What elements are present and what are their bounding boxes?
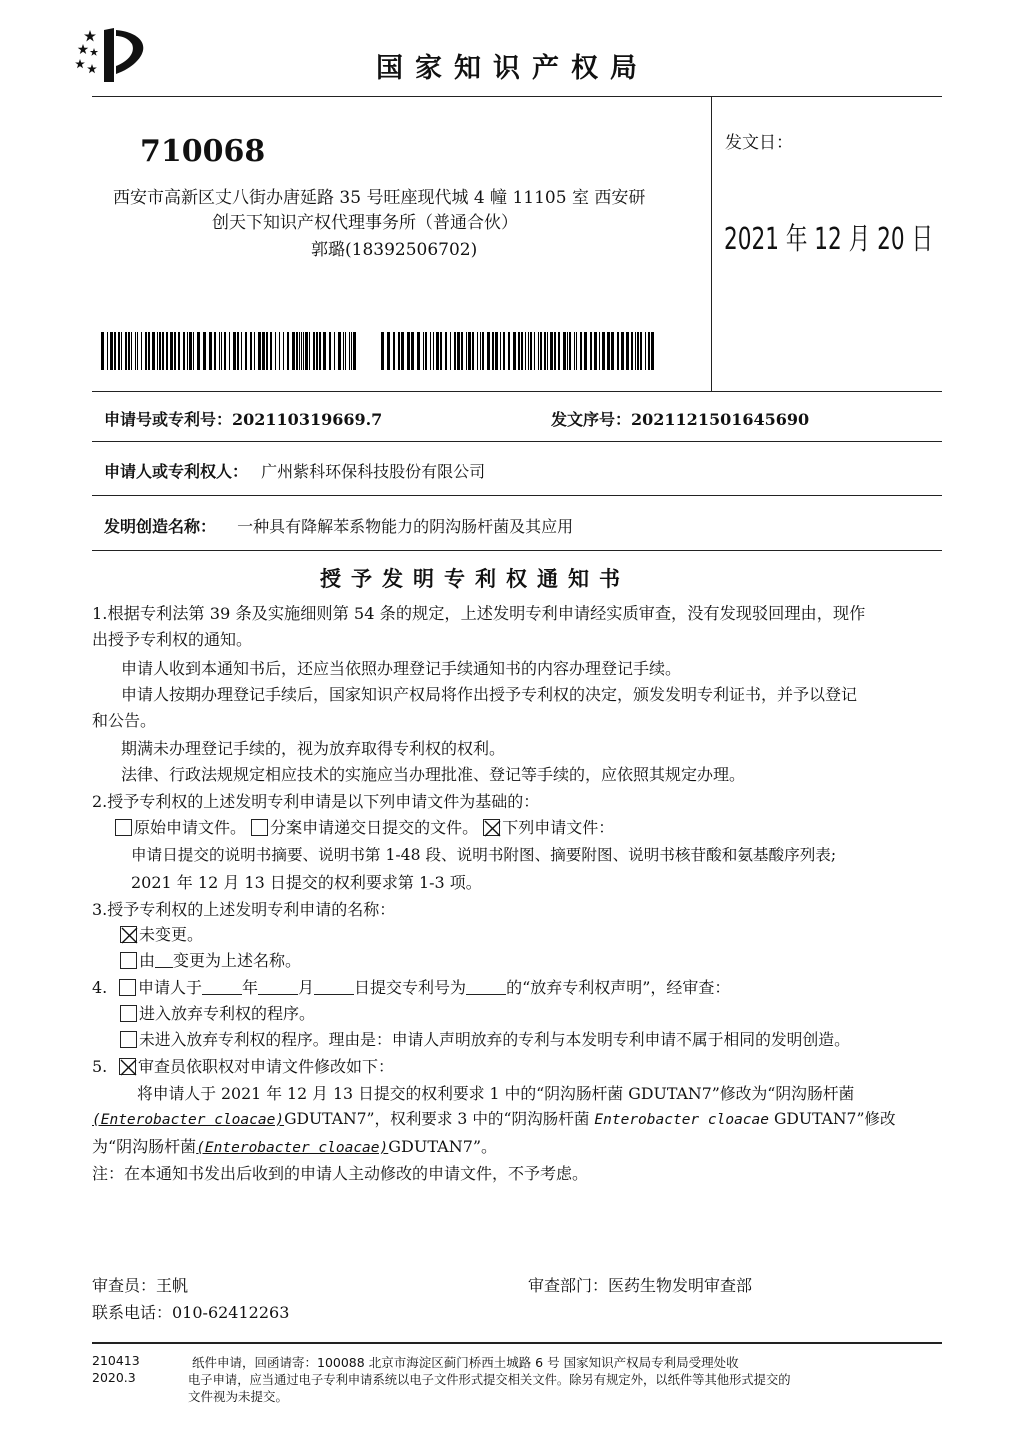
barcode-bar xyxy=(187,332,188,370)
blank-field[interactable] xyxy=(258,980,298,995)
s5-title: 审查员依职权对申请文件修改如下： xyxy=(138,1057,395,1076)
form-code: 210413 xyxy=(92,1353,140,1368)
checkbox-examiner-amend[interactable] xyxy=(119,1058,136,1075)
s5-l1: 将申请人于 2021 年 12 月 13 日提交的权利要求 1 中的“阴沟肠杆菌 GDUTAN7”修改为“阴沟肠杆菌 xyxy=(137,1084,855,1103)
s5-l3-italic: (Enterobacter cloacae) xyxy=(196,1140,389,1156)
barcode-bar xyxy=(343,332,344,370)
barcode-bar xyxy=(530,332,532,370)
invention-value: 一种具有降解苯系物能力的阴沟肠杆菌及其应用 xyxy=(237,517,574,536)
invention-row xyxy=(104,514,573,537)
barcode-bar xyxy=(279,332,280,370)
barcode-bar xyxy=(349,332,350,370)
s5-l3-b: GDUTAN7”。 xyxy=(388,1137,498,1156)
barcode-bar xyxy=(607,332,610,370)
barcode-bar xyxy=(492,332,494,370)
s5-num: 5. xyxy=(92,1057,108,1076)
invention-label: 发明创造名称： xyxy=(104,517,217,536)
barcode-bar xyxy=(635,332,636,370)
barcode-bar xyxy=(466,332,467,370)
check-x-icon xyxy=(484,820,501,837)
barcode-bar xyxy=(387,332,390,370)
barcode-bar xyxy=(425,332,427,370)
s3-opt1-label: 未变更。 xyxy=(139,925,204,944)
note: 注：在本通知书发出后收到的申请人主动修改的申请文件，不予考虑。 xyxy=(92,1164,589,1183)
barcode-bar xyxy=(245,332,247,370)
s2-options xyxy=(115,815,614,838)
barcode-bar xyxy=(599,332,600,370)
divider xyxy=(92,495,942,496)
app-no-label: 申请号或专利号： xyxy=(104,410,233,429)
barcode-bar xyxy=(183,332,185,370)
s5-title-line xyxy=(92,1054,394,1077)
barcode-bar xyxy=(266,332,268,370)
barcode-bar xyxy=(197,332,200,370)
blank-field[interactable] xyxy=(202,980,242,995)
barcode-bar xyxy=(110,332,113,370)
barcode-bar xyxy=(411,332,414,370)
barcode-bar xyxy=(393,332,395,370)
barcode-bar xyxy=(178,332,180,370)
s1-p3-line2: 和公告。 xyxy=(92,711,157,730)
s3-opt2a-label: 由 xyxy=(139,951,156,970)
barcode-bar xyxy=(381,332,384,370)
address-line2: 创天下知识产权代理事务所（普通合伙） xyxy=(212,213,518,233)
barcode-bar xyxy=(454,332,456,370)
doc-serial-value: 2021121501645690 xyxy=(631,410,810,429)
barcode-bar xyxy=(131,332,132,370)
divider xyxy=(92,1342,942,1344)
barcode-bar xyxy=(162,332,165,370)
barcode-bar xyxy=(174,332,176,370)
barcode-bar xyxy=(554,332,556,370)
barcode-bar xyxy=(648,332,650,370)
exam-dept: 审查部门：医药生物发明审查部 xyxy=(528,1276,753,1295)
check-x-icon xyxy=(120,1059,137,1076)
s4-b: 日提交专利号为 xyxy=(354,978,467,997)
barcode-bar xyxy=(275,332,276,370)
barcode-bar xyxy=(574,332,575,370)
barcode-bar xyxy=(209,332,212,370)
barcode-bar xyxy=(351,332,352,370)
s4-line xyxy=(92,975,730,998)
barcode-bar xyxy=(590,332,592,370)
barcode-bar xyxy=(233,332,236,370)
barcode-bar xyxy=(580,332,582,370)
s3-title: 3.授予专利权的上述发明专利申请的名称： xyxy=(92,900,396,919)
barcode-bar xyxy=(292,332,295,370)
notice-title: 授予发明专利权通知书 xyxy=(320,567,630,591)
barcode-bar xyxy=(617,332,619,370)
app-no-row xyxy=(104,407,382,430)
divider xyxy=(92,391,942,392)
recipient: 郭璐(18392506702) xyxy=(311,240,478,260)
barcode-bar xyxy=(145,332,147,370)
barcode-bar xyxy=(525,332,526,370)
checkbox-not-enter-waiver[interactable] xyxy=(120,1031,137,1048)
barcode-bar xyxy=(594,332,597,370)
s4-c: 的“放弃专利权声明”，经审查： xyxy=(506,978,731,997)
barcode-bar xyxy=(538,332,539,370)
barcode-bar xyxy=(457,332,460,370)
barcode-bar xyxy=(398,332,400,370)
barcode-bar xyxy=(417,332,420,370)
s1-line1: 1.根据专利法第 39 条及实施细则第 54 条的规定，上述发明专利申请经实质审查，没有发现驳回理由，现作 xyxy=(92,604,866,623)
barcode-bar xyxy=(440,332,442,370)
s2-opt1-label: 原始申请文件。 xyxy=(134,818,247,837)
barcode-bar xyxy=(528,332,529,370)
barcode-bar xyxy=(468,332,471,370)
barcode-bar xyxy=(224,332,226,370)
barcode-bar xyxy=(114,332,116,370)
barcode-bar xyxy=(296,332,298,370)
barcode-bar xyxy=(472,332,474,370)
issue-date-label: 发文日： xyxy=(725,133,793,153)
s5-l2-italic: (Enterobacter cloacae) xyxy=(92,1112,285,1128)
barcode-bar xyxy=(170,332,173,370)
barcode-bar xyxy=(283,332,284,370)
barcode-bar xyxy=(193,332,194,370)
barcode-bar xyxy=(166,332,168,370)
barcode-bar xyxy=(305,332,308,370)
barcode-bar xyxy=(125,332,127,370)
s4-opt1 xyxy=(120,1001,315,1024)
s5-l2-italic2: Enterobacter cloacae xyxy=(594,1112,770,1128)
barcode-bar xyxy=(135,332,136,370)
s4-year: 年 xyxy=(242,978,259,997)
barcode-bar xyxy=(640,332,642,370)
barcode-bar xyxy=(237,332,239,370)
footer-note3: 文件视为未提交。 xyxy=(188,1389,289,1404)
barcode-bar xyxy=(518,332,520,370)
barcode-bar xyxy=(258,332,261,370)
barcode-right xyxy=(381,332,657,370)
barcode-bar xyxy=(270,332,272,370)
barcode-bar xyxy=(128,332,130,370)
barcode-bar xyxy=(477,332,478,370)
issue-date-value: 2021 年 12 月 20 日 xyxy=(724,222,934,257)
barcode-bar xyxy=(254,332,255,370)
applicant-value: 广州紫科环保科技股份有限公司 xyxy=(261,462,486,481)
barcode-bar xyxy=(221,332,222,370)
s3-opt2 xyxy=(120,948,301,971)
s3-opt2b-label: 变更为上述名称。 xyxy=(173,951,302,970)
barcode-bar xyxy=(313,332,315,370)
barcode-bar xyxy=(621,332,624,370)
footer-note2: 电子申请，应当通过电子专利申请系统以电子文件形式提交相关文件。除另有规定外，以纸件等其他形式提交的 xyxy=(188,1373,791,1387)
barcode-bar xyxy=(189,332,192,370)
barcode-bar xyxy=(534,332,535,370)
barcode-bar xyxy=(550,332,553,370)
barcode-bar xyxy=(430,332,431,370)
barcode-bar xyxy=(316,332,318,370)
s5-l2-rest: GDUTAN7”，权利要求 3 中的“阴沟肠杆菌 xyxy=(284,1110,595,1128)
barcode-bar xyxy=(503,332,505,370)
barcode-bar xyxy=(323,332,326,370)
barcode-bar xyxy=(567,332,568,370)
s2-detail1: 申请日提交的说明书摘要、说明书第 1-48 段、说明书附图、摘要附图、说明书核苷酸和氨基酸序列表; xyxy=(131,846,837,864)
checkbox-following-docs[interactable] xyxy=(483,819,500,836)
doc-serial-label: 发文序号： xyxy=(551,410,632,429)
checkbox-renamed[interactable] xyxy=(120,952,137,969)
barcode-bar xyxy=(319,332,321,370)
s1-p5: 法律、行政法规规定相应技术的实施应当办理批准、登记等手续的，应依照其规定办理。 xyxy=(121,765,746,784)
s4-a: 申请人于 xyxy=(138,978,203,997)
barcode-bar xyxy=(229,332,230,370)
s2-opt2-label: 分案申请递交日提交的文件。 xyxy=(270,818,479,837)
s5-l2 xyxy=(92,1107,896,1129)
barcode-bar xyxy=(637,332,639,370)
barcode-bar xyxy=(450,332,451,370)
barcode-bar xyxy=(626,332,629,370)
s1-p2: 申请人收到本通知书后，还应当依照办理登记手续通知书的内容办理登记手续。 xyxy=(121,659,682,678)
footer-note1: 纸件申请，回函请寄：100088 北京市海淀区蓟门桥西土城路 6 号 国家知识产权局专利局受理处收 xyxy=(192,1355,739,1370)
s2-detail2: 2021 年 12 月 13 日提交的权利要求第 1-3 项。 xyxy=(131,873,482,892)
barcode-bar xyxy=(436,332,439,370)
cnipa-logo xyxy=(70,26,156,84)
doc-serial-row xyxy=(551,407,809,430)
barcode-bar xyxy=(480,332,481,370)
examiner: 审查员：王帆 xyxy=(92,1276,189,1295)
s4-num: 4. xyxy=(92,978,108,997)
s4-opt2-label: 未进入放弃专利权的程序。理由是：申请人声明放弃的专利与本发明专利申请不属于相同的发明创造。 xyxy=(139,1030,850,1049)
divider xyxy=(92,550,942,551)
barcode-bar xyxy=(309,332,310,370)
barcode-bar xyxy=(401,332,404,370)
barcode-bar xyxy=(299,332,300,370)
barcode-bar xyxy=(107,332,108,370)
postcode: 710068 xyxy=(140,134,266,169)
address-line1: 西安市高新区丈八街办唐延路 35 号旺座现代城 4 幢 11105 室 西安研 xyxy=(113,188,646,208)
blank-field[interactable] xyxy=(314,980,354,995)
barcode-bar xyxy=(547,332,548,370)
divider xyxy=(92,441,942,442)
checkbox-unchanged[interactable] xyxy=(120,926,137,943)
barcode-bar xyxy=(558,332,560,370)
barcode-bar xyxy=(544,332,546,370)
barcode-bar xyxy=(203,332,206,370)
barcode-bar xyxy=(495,332,498,370)
barcode-bar xyxy=(611,332,614,370)
s3-opt1 xyxy=(120,922,203,945)
barcode-bar xyxy=(576,332,577,370)
barcode-bar xyxy=(137,332,138,370)
barcode-bar xyxy=(651,332,654,370)
blank-field[interactable] xyxy=(466,980,506,995)
barcode-bar xyxy=(303,332,304,370)
s2-title: 2.授予专利权的上述发明专利申请是以下列申请文件为基础的： xyxy=(92,792,540,811)
barcode-bar xyxy=(121,332,122,370)
checkbox-divisional[interactable] xyxy=(251,819,268,836)
checkbox-original[interactable] xyxy=(115,819,132,836)
barcode-bar xyxy=(482,332,484,370)
barcode-bar xyxy=(101,332,104,370)
barcode-bar xyxy=(563,332,566,370)
barcode-bar xyxy=(148,332,150,370)
barcode-bar xyxy=(513,332,516,370)
blank-field[interactable] xyxy=(155,953,173,968)
barcode-bar xyxy=(152,332,155,370)
divider xyxy=(92,96,942,97)
form-version: 2020.3 xyxy=(92,1370,136,1385)
s4-opt1-label: 进入放弃专利权的程序。 xyxy=(139,1004,316,1023)
barcode-bar xyxy=(602,332,605,370)
barcode-bar xyxy=(118,332,120,370)
barcode-bar xyxy=(345,332,346,370)
s5-l3 xyxy=(92,1134,497,1157)
checkbox-enter-waiver[interactable] xyxy=(120,1005,137,1022)
barcode-bar xyxy=(214,332,216,370)
checkbox-waiver[interactable] xyxy=(119,979,136,996)
s1-line2: 出授予专利权的通知。 xyxy=(92,630,253,649)
barcode-bar xyxy=(487,332,490,370)
barcode-left xyxy=(101,332,358,370)
applicant-row xyxy=(104,459,485,482)
barcode-bar xyxy=(241,332,242,370)
applicant-label: 申请人或专利权人： xyxy=(104,462,249,481)
s5-l3-a: 为“阴沟肠杆菌 xyxy=(92,1137,197,1156)
barcode-bar xyxy=(521,332,523,370)
barcode-bar xyxy=(569,332,571,370)
s2-opt3-label: 下列申请文件： xyxy=(502,818,615,837)
barcode-bar xyxy=(508,332,510,370)
s4-month: 月 xyxy=(298,978,315,997)
barcode-bar xyxy=(159,332,161,370)
s4-opt2 xyxy=(120,1027,850,1050)
barcode-bar xyxy=(157,332,158,370)
barcode-bar xyxy=(287,332,289,370)
barcode-bar xyxy=(423,332,424,370)
barcode-bar xyxy=(445,332,447,370)
barcode-bar xyxy=(500,332,501,370)
s1-p3-line1: 申请人按期办理登记手续后，国家知识产权局将作出授予专利权的决定，颁发发明专利证书，并予以登记 xyxy=(121,685,858,704)
barcode-bar xyxy=(353,332,356,370)
check-x-icon xyxy=(121,927,138,944)
barcode-bar xyxy=(262,332,265,370)
barcode-bar xyxy=(407,332,410,370)
barcode-bar xyxy=(540,332,542,370)
barcode-bar xyxy=(301,332,302,370)
s1-p4: 期满未办理登记手续的，视为放弃取得专利权的权利。 xyxy=(121,739,506,758)
vertical-divider xyxy=(711,96,712,391)
barcode-bar xyxy=(141,332,142,370)
barcode-bar xyxy=(584,332,587,370)
barcode-bar xyxy=(433,332,434,370)
barcode-bar xyxy=(250,332,252,370)
barcode-bar xyxy=(338,332,341,370)
barcode-bar xyxy=(461,332,463,370)
app-no-value: 202110319669.7 xyxy=(232,410,383,429)
office-title: 国家知识产权局 xyxy=(376,53,649,84)
barcode-bar xyxy=(631,332,633,370)
contact-phone: 联系电话：010-62412263 xyxy=(92,1303,290,1322)
barcode-bar xyxy=(329,332,331,370)
barcode-bar xyxy=(219,332,220,370)
s5-l2-end: GDUTAN7”修改 xyxy=(769,1110,896,1128)
barcode-bar xyxy=(334,332,335,370)
barcode-bar xyxy=(645,332,646,370)
